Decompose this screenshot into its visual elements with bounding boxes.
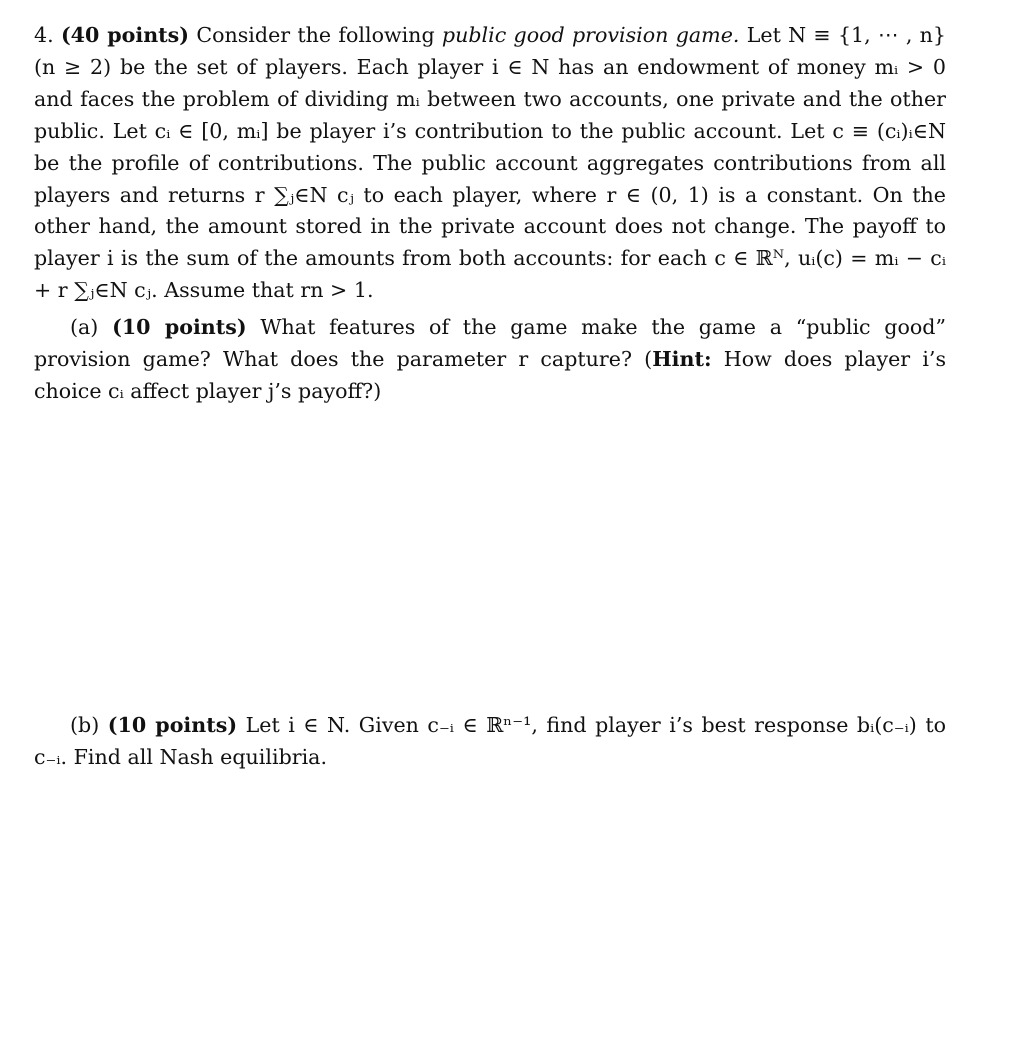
problem-body: Let N ≡ {1, ⋯ , n} (n ≥ 2) be the set of players. Each player i ∈ N has an endowment of money mᵢ > 0 and faces the problem of dividing mᵢ between two accounts, one private and the other public. Let cᵢ ∈ [0, mᵢ] be player i’s contribution to the public account. Let c ≡ (cᵢ)ᵢ∈N be the profile of contributions. The public account aggregates contributions from all players and returns r ∑ⱼ∈N cⱼ to each player, where r ∈ (0, 1) is a constant. On the other hand, the amount stored in the private account does not change. The payoff to player i is the sum of the amounts from both accounts: for each c ∈ ℝᴺ, uᵢ(c) = mᵢ − cᵢ + r ∑ⱼ∈N cⱼ. Assume that rn > 1. [34, 23, 947, 303]
answer-space-part-b [34, 780, 946, 1050]
part-a-hint: How does player i’s choice cᵢ affect player j’s payoff?) [34, 346, 947, 403]
part-a-text: What features of the game make the game a “public good” provision game? What does the parameter r capture? ( [34, 315, 947, 371]
part-b-text: Let i ∈ N. Given c₋ᵢ ∈ ℝⁿ⁻¹, find player i’s best response bᵢ(c₋ᵢ) to c₋ᵢ. Find all Nash equilibria. [34, 713, 946, 769]
problem-number: 4. [34, 23, 54, 47]
part-a-question [34, 312, 946, 408]
part-a-label: (a) [70, 315, 99, 339]
part-a-points: (10 points) [112, 315, 247, 339]
part-b-question [34, 710, 946, 774]
part-b-points: (10 points) [107, 713, 238, 737]
problem-intro: Consider the following [196, 23, 435, 47]
problem-points: (40 points) [60, 23, 190, 47]
game-name: public good provision game. [441, 23, 740, 47]
part-b-label: (b) [70, 713, 100, 737]
problem-4-statement [34, 20, 946, 307]
part-a-hint-label: Hint: [652, 346, 712, 371]
answer-space-part-a [34, 412, 946, 697]
